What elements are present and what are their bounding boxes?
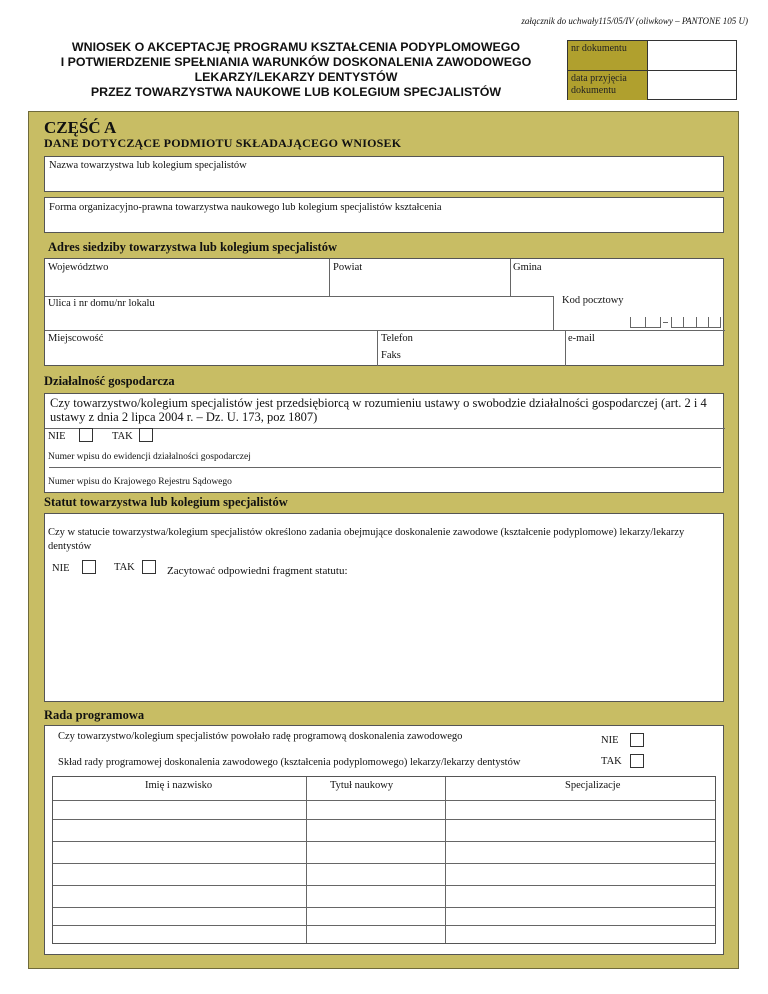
board-yes-label: TAK xyxy=(601,756,622,767)
title-line: I POTWIERDZENIE SPEŁNIANIA WARUNKÓW DOSKONALENIA ZAWODOWEGO xyxy=(60,55,532,69)
business-yes-label: TAK xyxy=(112,431,133,442)
postal-code-input[interactable] xyxy=(630,314,722,328)
address-section-title: Adres siedziby towarzystwa lub kolegium specjalistów xyxy=(48,240,338,254)
krs-label: Numer wpisu do Krajowego Rejestru Sądowego xyxy=(48,477,232,487)
county-input[interactable] xyxy=(329,259,509,295)
fax-label: Faks xyxy=(381,350,401,361)
statute-no-label: NIE xyxy=(52,563,70,574)
col-name-header: Imię i nazwisko xyxy=(145,780,213,791)
board-question: Czy towarzystwo/kolegium specjalistów powołało radę programową doskonalenia zawodowego xyxy=(58,731,463,742)
board-yes-checkbox[interactable] xyxy=(630,754,644,768)
voivodeship-input[interactable] xyxy=(45,259,327,295)
city-label: Miejscowość xyxy=(48,333,104,344)
business-no-checkbox[interactable] xyxy=(79,428,93,442)
voivodeship-label: Województwo xyxy=(48,262,109,273)
form-title xyxy=(28,40,564,100)
doc-date-label: data przyjęcia dokumentu xyxy=(568,71,647,100)
statute-no-checkbox[interactable] xyxy=(82,560,96,574)
document-registry-box xyxy=(567,40,737,100)
postal-code-label: Kod pocztowy xyxy=(562,295,624,306)
legal-form-field[interactable] xyxy=(44,197,724,233)
board-no-label: NIE xyxy=(601,735,619,746)
statute-quote-label: Zacytować odpowiedni fragment statutu: xyxy=(167,565,348,577)
part-subtitle: DANE DOTYCZĄCE PODMIOTU SKŁADAJĄCEGO WNIOSEK xyxy=(44,136,402,150)
statute-section-title: Statut towarzystwa lub kolegium specjalistów xyxy=(44,495,288,509)
phone-label: Telefon xyxy=(381,333,413,344)
business-yes-checkbox[interactable] xyxy=(139,428,153,442)
street-label: Ulica i nr domu/nr lokalu xyxy=(48,298,155,309)
board-section-title: Rada programowa xyxy=(44,708,145,722)
title-line: PRZEZ TOWARZYSTWA NAUKOWE LUB KOLEGIUM SPECJALISTÓW xyxy=(90,85,502,99)
board-composition-label: Skład rady programowej doskonalenia zawodowego (kształcenia podyplomowego) lekarzy/lekarzy dentystów xyxy=(58,757,521,768)
name-field[interactable] xyxy=(44,156,724,192)
part-title: CZĘŚĆ A xyxy=(44,118,117,137)
statute-yes-label: TAK xyxy=(114,562,135,573)
commune-input[interactable] xyxy=(510,259,722,295)
statute-quote-area[interactable] xyxy=(50,585,718,697)
col-specializations-header: Specjalizacje xyxy=(565,780,621,791)
title-line: WNIOSEK O AKCEPTACJĘ PROGRAMU KSZTAŁCENIA PODYPLOMOWEGO xyxy=(71,40,521,54)
business-no-label: NIE xyxy=(48,431,66,442)
business-question: Czy towarzystwo/kolegium specjalistów jest przedsiębiorcą w rozumieniu ustawy o swobodzie działalności gospodarczej (art. 2 i 4 ustawy z dnia 2 lipca 2004 r. – Dz. U. 173, poz 1807) xyxy=(50,396,707,424)
title-line: LEKARZY/LEKARZY DENTYSTÓW xyxy=(194,70,398,84)
statute-question: Czy w statucie towarzystwa/kolegium specjalistów określono zadania obejmujące doskonalenie zawodowe (kształcenie podyplomowe) lekarzy/lekarzy dentystów xyxy=(48,527,685,552)
board-no-checkbox[interactable] xyxy=(630,733,644,747)
email-label: e-mail xyxy=(568,333,595,344)
board-table xyxy=(52,776,716,944)
county-label: Powiat xyxy=(333,262,363,273)
legal-form-label: Forma organizacyjno-prawna towarzystwa naukowego lub kolegium specjalistów kształcenia xyxy=(49,202,442,213)
col-title-header: Tytuł naukowy xyxy=(330,780,394,791)
name-field-label: Nazwa towarzystwa lub kolegium specjalistów xyxy=(49,160,247,171)
business-registry-label: Numer wpisu do ewidencji działalności gospodarczej xyxy=(48,452,251,462)
statute-yes-checkbox[interactable] xyxy=(142,560,156,574)
business-section-title: Działalność gospodarcza xyxy=(44,374,175,388)
attachment-note: załącznik do uchwały115/05/IV (oliwkowy – PANTONE 105 U) xyxy=(521,16,748,26)
commune-label: Gmina xyxy=(513,262,542,273)
doc-number-label: nr dokumentu xyxy=(568,41,647,71)
